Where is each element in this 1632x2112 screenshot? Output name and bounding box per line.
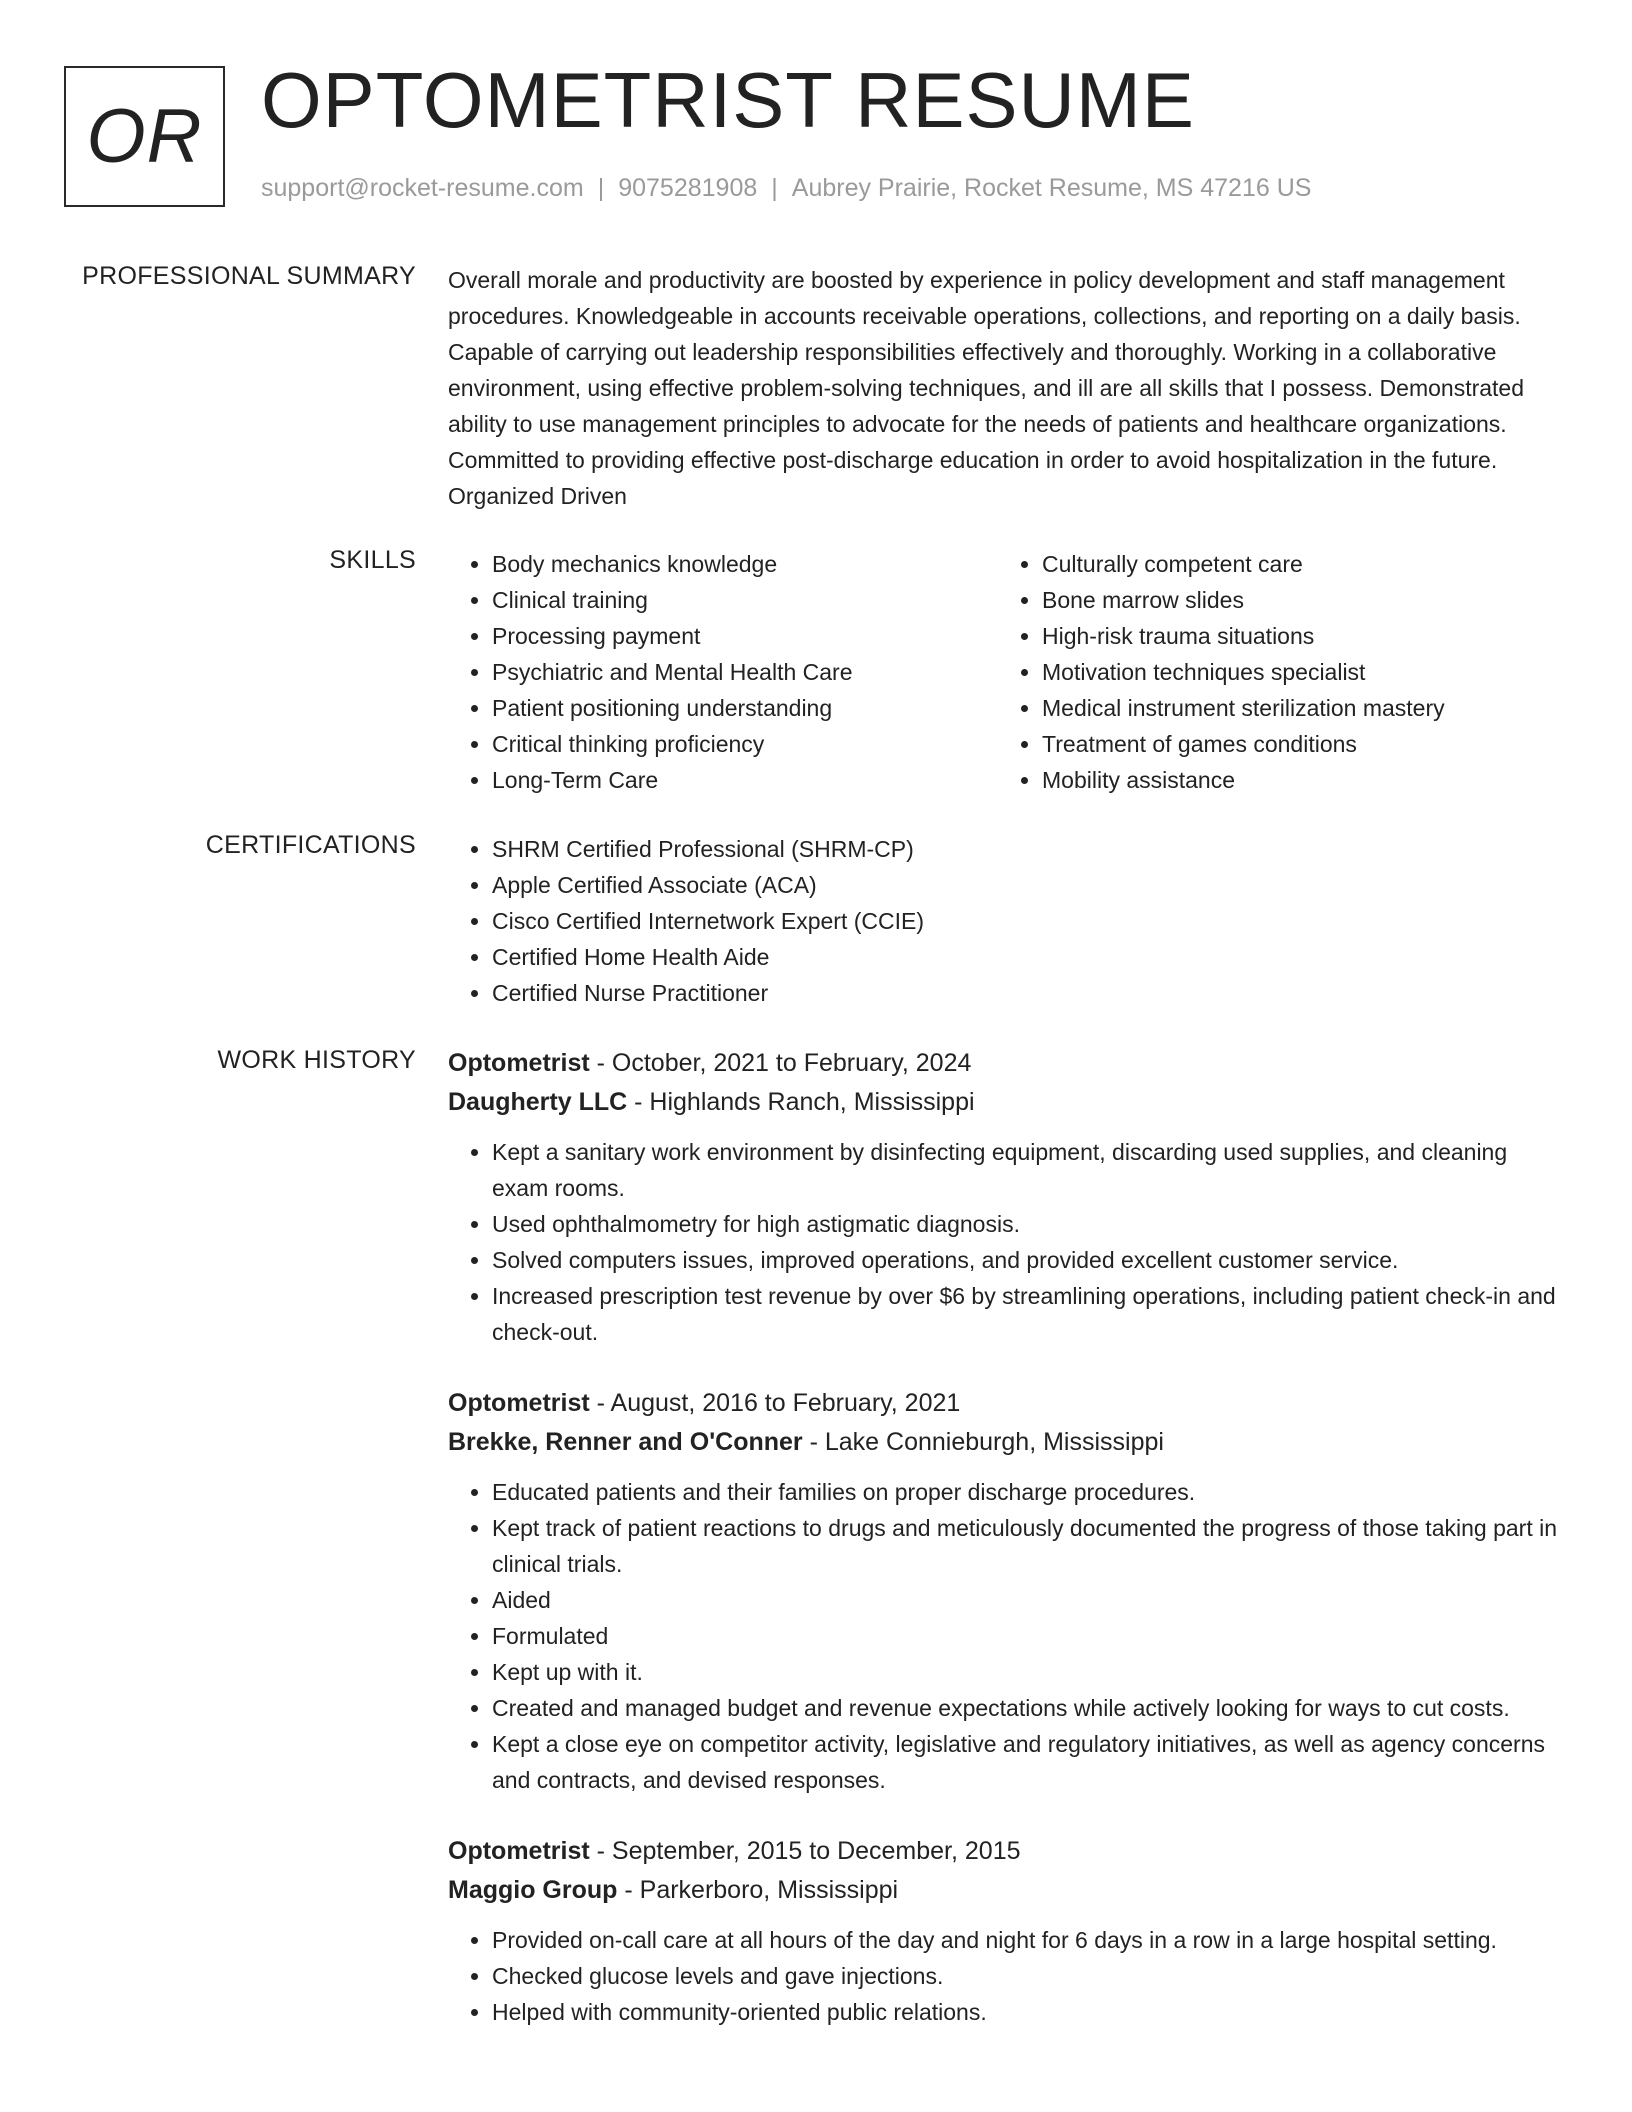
contact-phone[interactable]: 9075281908 [618,174,758,202]
job-duty-item: • Solved computers issues, improved operations, and provided excellent customer service. [492,1242,1565,1278]
work-history-heading: WORK HISTORY [217,1046,416,1074]
skill-item: • Critical thinking proficiency [492,726,998,762]
contact-email[interactable]: support@rocket-resume.com [261,174,584,202]
job-duty-item: • Aided [492,1582,1565,1618]
contact-line [261,174,1311,203]
certification-item: • Cisco Certified Internetwork Expert (CCIE) [492,903,1565,939]
job-duty-item: • Kept a close eye on competitor activity, legislative and regulatory initiatives, as well as agency concerns and contracts, and devised responses. [492,1726,1565,1798]
job-entry [448,1384,1565,1798]
skill-item: • Culturally competent care [1042,546,1548,582]
job-dates: - August, 2016 to February, 2021 [589,1389,961,1417]
work-history-body [448,1044,1565,2064]
job-title: Optometrist [448,1837,590,1865]
job-company-line [448,1083,1565,1122]
skill-item: • Clinical training [492,582,998,618]
job-location: - Highlands Ranch, Mississippi [627,1088,975,1116]
job-duties-list [448,1474,1565,1798]
job-company: Maggio Group [448,1876,618,1904]
skill-item: • Patient positioning understanding [492,690,998,726]
contact-separator: | [771,174,778,202]
job-dates: - October, 2021 to February, 2024 [589,1049,972,1077]
skills-column-right [998,546,1548,798]
job-title-line [448,1044,1565,1083]
skill-item: • Body mechanics knowledge [492,546,998,582]
job-title-line [448,1384,1565,1423]
skill-item: • Bone marrow slides [1042,582,1548,618]
skills-column-left [448,546,998,798]
job-duty-item: • Educated patients and their families on proper discharge procedures. [492,1474,1565,1510]
page-title: OPTOMETRIST RESUME [261,56,1195,144]
job-duty-item: • Provided on-call care at all hours of the day and night for 6 days in a row in a large hospital setting. [492,1922,1565,1958]
job-duty-item: • Kept a sanitary work environment by disinfecting equipment, discarding used supplies, and cleaning exam rooms. [492,1134,1565,1206]
job-company: Brekke, Renner and O'Conner [448,1428,803,1456]
certifications-list [448,831,1565,1011]
job-duty-item: • Formulated [492,1618,1565,1654]
job-duty-item: • Used ophthalmometry for high astigmatic diagnosis. [492,1206,1565,1242]
job-title: Optometrist [448,1049,590,1077]
job-company: Daugherty LLC [448,1088,628,1116]
skill-item: • Mobility assistance [1042,762,1548,798]
summary-heading: PROFESSIONAL SUMMARY [82,262,416,290]
skill-item: • Long-Term Care [492,762,998,798]
certification-item: • Certified Nurse Practitioner [492,975,1565,1011]
job-duty-item: • Kept up with it. [492,1654,1565,1690]
certifications-heading: CERTIFICATIONS [205,831,416,859]
job-duty-item: • Kept track of patient reactions to drugs and meticulously documented the progress of those taking part in clinical trials. [492,1510,1565,1582]
skill-item: • High-risk trauma situations [1042,618,1548,654]
monogram-badge: OR [64,66,225,207]
certifications-body [448,831,1565,1011]
job-location: - Lake Connieburgh, Mississippi [802,1428,1164,1456]
job-location: - Parkerboro, Mississippi [617,1876,899,1904]
job-duties-list [448,1922,1565,2030]
skill-item: • Processing payment [492,618,998,654]
job-duty-item: • Created and managed budget and revenue expectations while actively looking for ways to cut costs. [492,1690,1565,1726]
job-entry [448,1044,1565,1350]
skill-item: • Treatment of games conditions [1042,726,1548,762]
job-company-line [448,1423,1565,1462]
job-title-line [448,1832,1565,1871]
contact-address: Aubrey Prairie, Rocket Resume, MS 47216 US [791,174,1312,202]
job-entry [448,1832,1565,2030]
contact-separator: | [597,174,605,202]
skills-heading: SKILLS [329,546,416,574]
certification-item: • Apple Certified Associate (ACA) [492,867,1565,903]
skill-item: • Motivation techniques specialist [1042,654,1548,690]
skills-body [448,546,1565,798]
summary-body [448,262,1565,514]
job-title: Optometrist [448,1389,590,1417]
skills-list-right [998,546,1548,798]
job-duty-item: • Increased prescription test revenue by over $6 by streamlining operations, including patient check-in and check-out. [492,1278,1565,1350]
job-duty-item: • Checked glucose levels and gave injections. [492,1958,1565,1994]
job-dates: - September, 2015 to December, 2015 [589,1837,1021,1865]
skill-item: • Medical instrument sterilization mastery [1042,690,1548,726]
job-duties-list [448,1134,1565,1350]
job-company-line [448,1871,1565,1910]
certification-item: • SHRM Certified Professional (SHRM-CP) [492,831,1565,867]
skill-item: • Psychiatric and Mental Health Care [492,654,998,690]
job-duty-item: • Helped with community-oriented public relations. [492,1994,1565,2030]
certification-item: • Certified Home Health Aide [492,939,1565,975]
skills-list-left [448,546,998,798]
summary-text: Overall morale and productivity are boosted by experience in policy development and staff management procedures. Knowledgeable in accounts receivable operations, collections, and reporting on a daily basis. Capable of carrying out leadership responsibilities effectively and thoroughly. Working in a collaborative environment, using effective problem-solving techniques, and ill are all skills that I possess. Demonstrated ability to use management principles to advocate for the needs of patients and healthcare organizations. Committed to providing effective post-discharge education in order to avoid hospitalization in the future. Organized Driven [448,267,1525,509]
